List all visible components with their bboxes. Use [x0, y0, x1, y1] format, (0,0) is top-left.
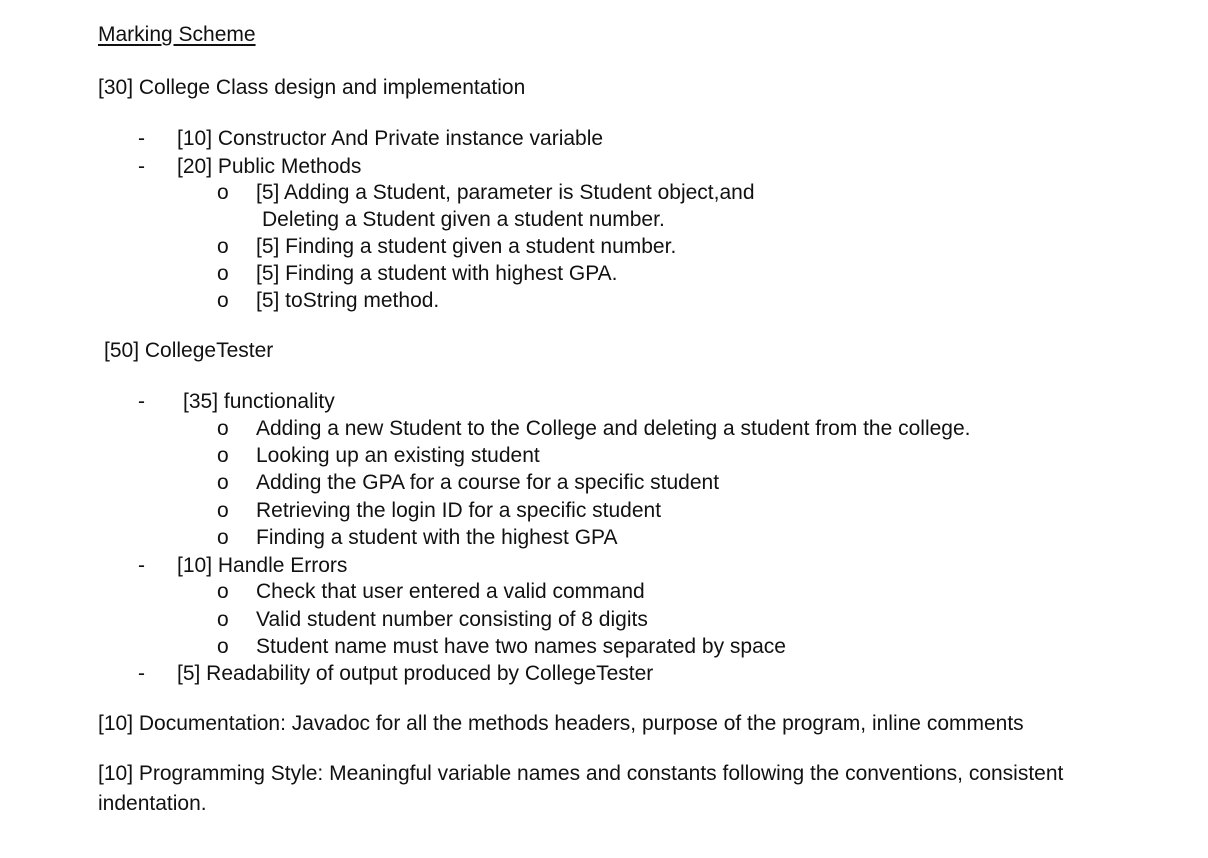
circle-bullet: o [217, 580, 229, 603]
list-item: [35] functionality [183, 390, 335, 413]
circle-bullet: o [217, 635, 229, 658]
circle-bullet: o [217, 608, 229, 631]
sub-list-item: [5] Finding a student with highest GPA. [256, 262, 618, 285]
circle-bullet: o [217, 417, 229, 440]
sub-list-item: Adding a new Student to the College and deleting a student from the college. [256, 417, 971, 440]
sub-list-item: Looking up an existing student [256, 444, 540, 467]
circle-bullet: o [217, 235, 229, 258]
dash-bullet: - [138, 554, 145, 577]
section-heading-college-tester: [50] CollegeTester [104, 339, 274, 362]
section-heading-continuation: indentation. [98, 792, 207, 815]
dash-bullet: - [138, 662, 145, 685]
list-item: [20] Public Methods [177, 155, 362, 178]
sub-list-item: Check that user entered a valid command [256, 580, 645, 603]
circle-bullet: o [217, 262, 229, 285]
section-heading-programming-style: [10] Programming Style: Meaningful variable names and constants following the conventions, consistent [98, 762, 1064, 785]
sub-list-item: Retrieving the login ID for a specific student [256, 499, 662, 522]
dash-bullet: - [138, 127, 145, 150]
list-item: [10] Handle Errors [177, 554, 348, 577]
circle-bullet: o [217, 471, 229, 494]
section-heading-college-class: [30] College Class design and implementation [98, 76, 526, 99]
page-title: Marking Scheme [98, 23, 256, 46]
sub-list-item: [5] toString method. [256, 289, 440, 312]
dash-bullet: - [138, 155, 145, 178]
circle-bullet: o [217, 444, 229, 467]
section-heading-documentation: [10] Documentation: Javadoc for all the methods headers, purpose of the program, inline comments [98, 712, 1024, 735]
dash-bullet: - [138, 390, 145, 413]
list-item: [5] Readability of output produced by CollegeTester [177, 662, 654, 685]
sub-list-item: [5] Finding a student given a student number. [256, 235, 677, 258]
sub-list-item-continuation: Deleting a Student given a student number. [262, 208, 665, 231]
sub-list-item: Valid student number consisting of 8 digits [256, 608, 648, 631]
list-item: [10] Constructor And Private instance variable [177, 127, 604, 150]
sub-list-item: Adding the GPA for a course for a specific student [256, 471, 720, 494]
circle-bullet: o [217, 289, 229, 312]
sub-list-item: [5] Adding a Student, parameter is Student object,and [256, 181, 755, 204]
sub-list-item: Student name must have two names separated by space [256, 635, 786, 658]
sub-list-item: Finding a student with the highest GPA [256, 526, 618, 549]
circle-bullet: o [217, 526, 229, 549]
circle-bullet: o [217, 181, 229, 204]
circle-bullet: o [217, 499, 229, 522]
